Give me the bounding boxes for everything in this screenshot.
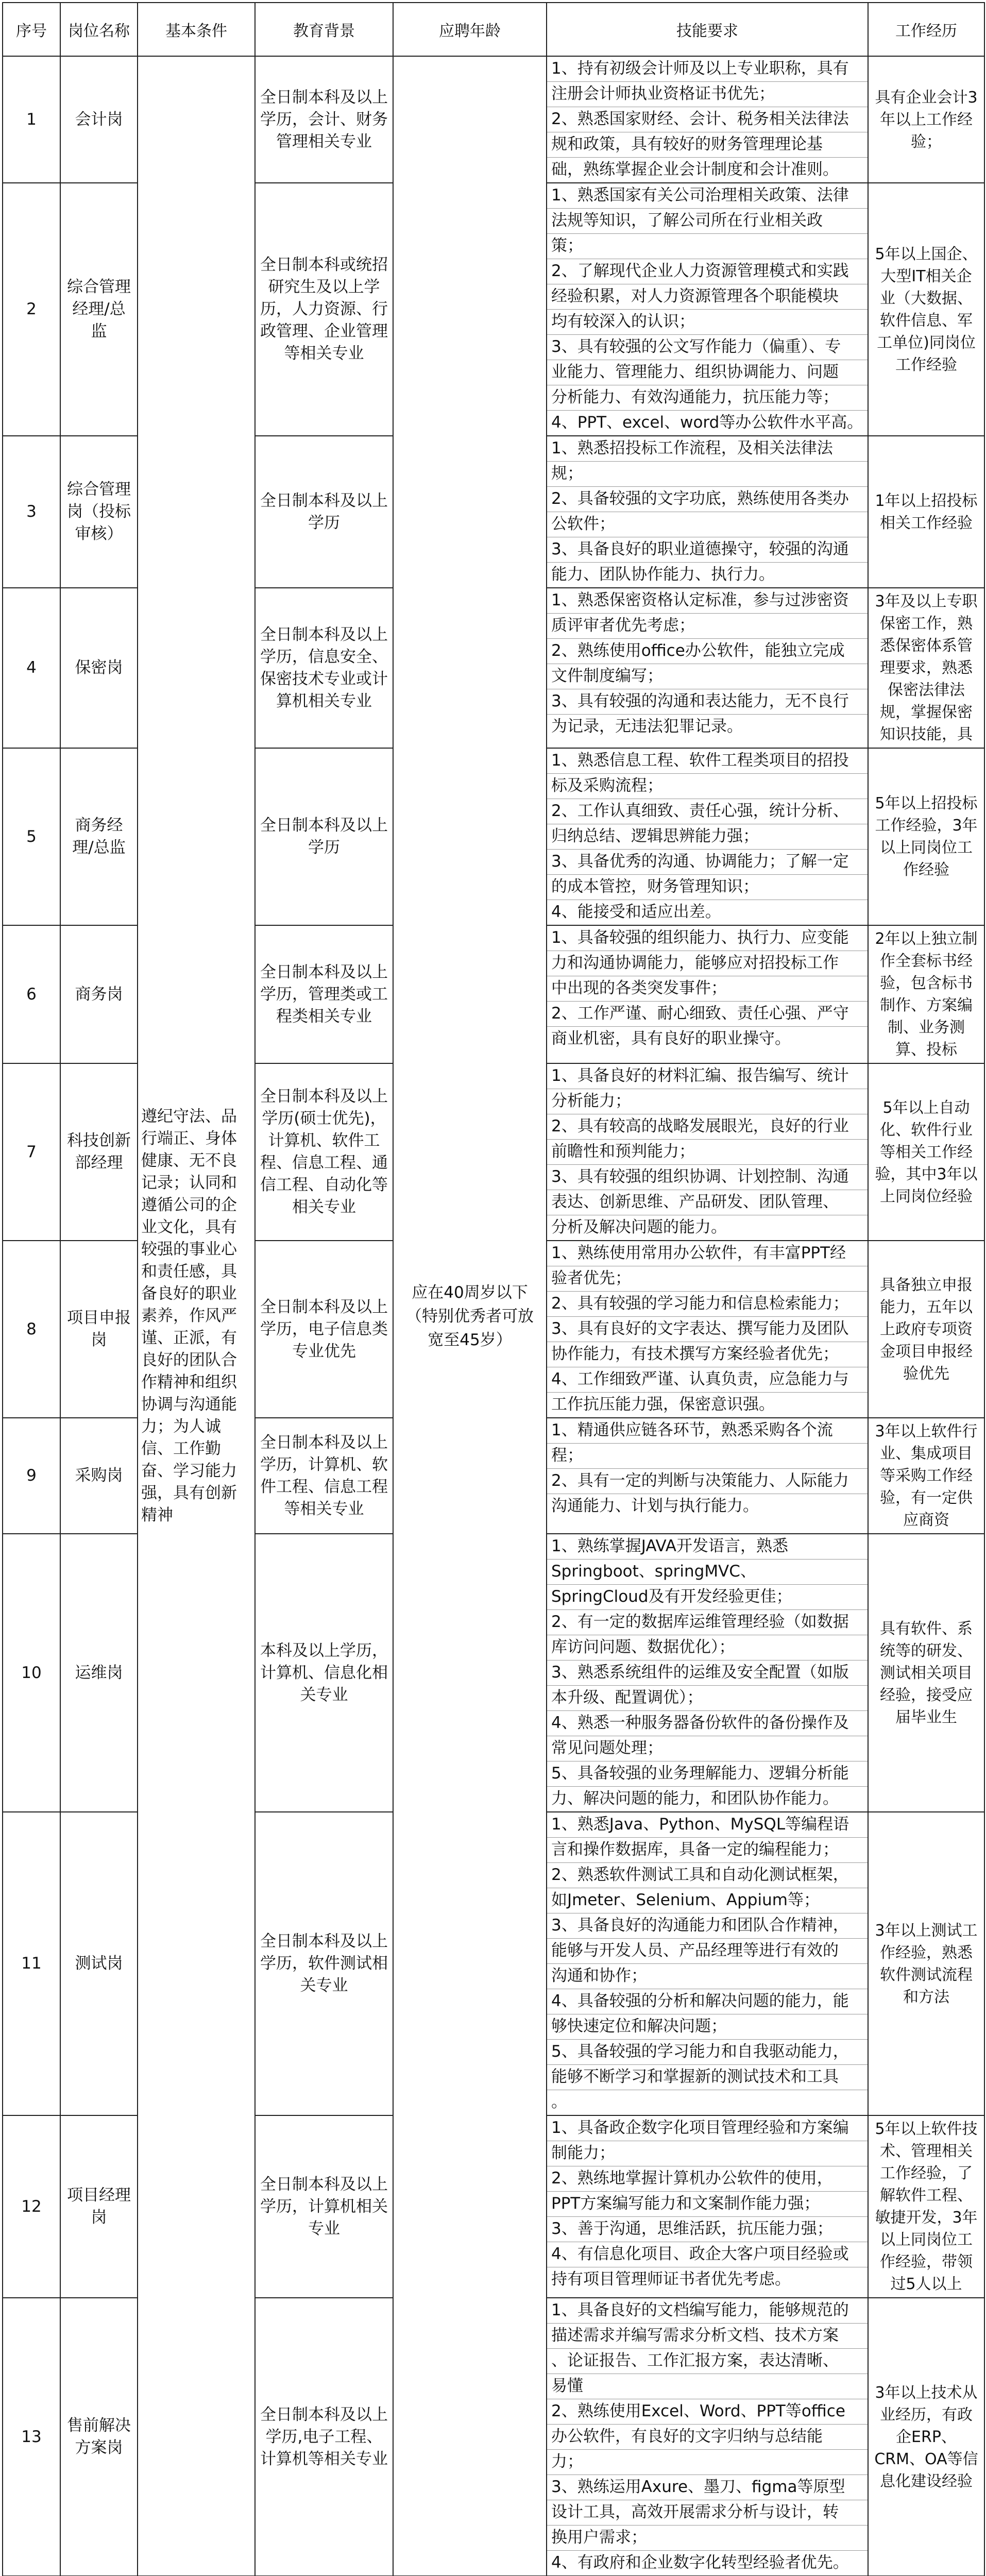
skill-line: 2、具有较高的战略发展眼光，良好的行业	[547, 1114, 868, 1140]
skill-line: 归纳总结、逻辑思辨能力强；	[547, 824, 868, 850]
skill-line: 描述需求并编写需求分析文档、技术方案	[547, 2324, 868, 2349]
skill-line: 2、工作认真细致、责任心强，统计分析、	[547, 799, 868, 824]
skill-line: 2、了解现代企业人力资源管理模式和实践	[547, 259, 868, 284]
education-background: 本科及以上学历，计算机、信息化相关专业	[255, 1534, 393, 1812]
row-number: 10	[3, 1534, 60, 1812]
skill-line: 法规等知识，了解公司所在行业相关政	[547, 209, 868, 234]
skill-line: SpringCloud及有开发经验更佳；	[547, 1585, 868, 1610]
education-background: 全日制本科及以上学历，软件测试相关专业	[255, 1812, 393, 2115]
skill-line: 3、善于沟通，思维活跃，抗压能力强；	[547, 2217, 868, 2242]
skill-line: 分析能力；	[547, 1089, 868, 1114]
recruitment-table	[2, 2, 985, 2576]
work-experience: 3年以上测试工作经验，熟悉软件测试流程和方法	[868, 1812, 984, 2115]
skill-line: 1、精通供应链各环节，熟悉采购各个流	[547, 1418, 868, 1444]
skill-line: 4、能接受和适应出差。	[551, 903, 721, 921]
skill-line: 文件制度编写；	[547, 664, 868, 689]
work-experience: 5年以上招投标工作经验，3年以上同岗位工作经验	[868, 748, 984, 925]
skill-line: 1、熟练掌握JAVA开发语言，熟悉	[547, 1534, 868, 1560]
row-number: 2	[3, 183, 60, 436]
row-number: 4	[3, 588, 60, 748]
row-number: 3	[3, 436, 60, 588]
skill-line: 4、PPT、excel、word等办公软件水平高。	[551, 413, 863, 432]
skill-line: 5、具备较强的学习能力和自我驱动能力，	[547, 2040, 868, 2065]
skill-line: 1、熟悉保密资格认定标准，参与过涉密资	[547, 588, 868, 614]
skill-line: 3、熟悉系统组件的运维及安全配置（如版	[547, 1660, 868, 1686]
work-experience: 3年以上技术从业经历，有政企ERP、CRM、OA等信息化建设经验	[868, 2298, 984, 2576]
position-name: 科技创新部经理	[60, 1063, 138, 1241]
header-education: 教育背景	[255, 3, 393, 56]
skill-requirements	[547, 436, 868, 588]
row-number: 7	[3, 1063, 60, 1241]
skill-line: 力和沟通协调能力，能够应对招投标工作	[547, 951, 868, 976]
skill-line: 2、熟练地掌握计算机办公软件的使用，	[547, 2166, 868, 2192]
skill-line: 力、解决问题的能力，和团队协作能力。	[551, 1789, 839, 1808]
position-name: 保密岗	[60, 588, 138, 748]
skill-line: 分析能力、有效沟通能力，抗压能力等；	[547, 385, 868, 411]
skill-line: 办公软件，有良好的文字归纳与总结能	[547, 2425, 868, 2450]
skill-line: 3、具备优秀的沟通、协调能力；了解一定	[547, 850, 868, 875]
work-experience: 2年以上独立制作全套标书经验，包含标书制作、方案编制、业务测算、投标	[868, 925, 984, 1063]
skill-line: 力；	[547, 2450, 868, 2475]
skill-line: 。	[551, 2093, 567, 2111]
skill-line: 前瞻性和预判能力；	[547, 1140, 868, 1165]
position-name: 采购岗	[60, 1418, 138, 1534]
skill-line: 能够不断学习和掌握新的测试技术和工具	[547, 2065, 868, 2090]
education-background: 全日制本科或统招研究生及以上学历，人力资源、行政管理、企业管理等相关专业	[255, 183, 393, 436]
work-experience: 3年及以上专职保密工作，熟悉保密体系管理要求，熟悉保密法律法规，掌握保密知识技能，具	[868, 588, 984, 748]
skill-line: 1、熟悉招投标工作流程，及相关法律法	[547, 436, 868, 462]
skill-line: 能力、团队协作能力、执行力。	[551, 565, 775, 584]
skill-line: 持有项目管理师证书者优先考虑。	[551, 2270, 791, 2289]
skill-requirements	[547, 1063, 868, 1241]
skill-line: 协作能力，有技术撰写方案经验者优先；	[547, 1342, 868, 1367]
skill-line: 3、具备良好的沟通能力和团队合作精神，	[547, 1913, 868, 1939]
skill-line: 注册会计师执业资格证书优先；	[547, 82, 868, 107]
skill-line: 业能力、管理能力、组织协调能力、问题	[547, 360, 868, 385]
header-row	[3, 3, 984, 56]
skill-line: 3、具有较强的公文写作能力（偏重）、专	[547, 335, 868, 360]
skill-line: 、论证报告、工作汇报方案，表达清晰、	[547, 2349, 868, 2374]
skill-line: 常见问题处理；	[547, 1736, 868, 1761]
skill-requirements	[547, 925, 868, 1063]
position-name: 会计岗	[60, 56, 138, 183]
work-experience: 5年以上软件技术、管理相关工作经验，了解软件工程、敏捷开发，3年以上同岗位工作经验，带领过5人以上	[868, 2115, 984, 2298]
skill-line: 2、熟练使用Excel、Word、PPT等office	[547, 2399, 868, 2425]
skill-line: 2、工作严谨、耐心细致、责任心强、严守	[547, 1002, 868, 1027]
skill-line: 1、具备较强的组织能力、执行力、应变能	[547, 926, 868, 951]
skill-line: 2、具有一定的判断与决策能力、人际能力	[547, 1469, 868, 1494]
row-number: 9	[3, 1418, 60, 1534]
education-background: 全日制本科及以上学历，信息安全、保密技术专业或计算机相关专业	[255, 588, 393, 748]
skill-line: 2、有一定的数据库运维管理经验（如数据	[547, 1610, 868, 1635]
skill-line: 易懂	[547, 2374, 868, 2399]
skill-line: 1、熟悉Java、Python、MySQL等编程语	[547, 1812, 868, 1838]
row-number: 6	[3, 925, 60, 1063]
skill-line: 表达、创新思维、产品研发、团队管理、	[547, 1190, 868, 1215]
work-experience: 3年以上软件行业、集成项目等采购工作经验，有一定供应商资	[868, 1418, 984, 1534]
skill-line: 3、熟练运用Axure、墨刀、figma等原型	[547, 2475, 868, 2500]
row-number: 13	[3, 2298, 60, 2576]
skill-line: 中出现的各类突发事件；	[547, 976, 868, 1002]
skill-line: 1、熟悉国家有关公司治理相关政策、法律	[547, 183, 868, 209]
work-experience: 1年以上招投标相关工作经验	[868, 436, 984, 588]
skill-line: 够快速定位和解决问题；	[547, 2014, 868, 2040]
skill-line: 如Jmeter、Selenium、Appium等；	[547, 1888, 868, 1913]
work-experience: 具备独立申报能力，五年以上政府专项资金项目申报经验优先	[868, 1241, 984, 1418]
row-number: 11	[3, 1812, 60, 2115]
position-name: 商务经理/总监	[60, 748, 138, 925]
position-name: 综合管理经理/总监	[60, 183, 138, 436]
education-background: 全日制本科及以上学历(硕士优先)，计算机、软件工程、信息工程、通信工程、自动化等相关专业	[255, 1063, 393, 1241]
skill-line: 商业机密，具有良好的职业操守。	[551, 1029, 791, 1048]
education-background: 全日制本科及以上学历，计算机相关专业	[255, 2115, 393, 2298]
skill-line: 3、具有较强的组织协调、计划控制、沟通	[547, 1165, 868, 1190]
skill-line: 均有较深入的认识；	[547, 310, 868, 335]
skill-line: 2、熟悉软件测试工具和自动化测试框架，	[547, 1863, 868, 1888]
work-experience: 具有企业会计3年以上工作经验；	[868, 56, 984, 183]
education-background: 全日制本科及以上学历,电子工程、计算机等相关专业	[255, 2298, 393, 2576]
education-background: 全日制本科及以上学历，计算机、软件工程、信息工程等相关专业	[255, 1418, 393, 1534]
skill-line: PPT方案编写能力和文案制作能力强；	[547, 2192, 868, 2217]
skill-requirements	[547, 183, 868, 436]
skill-line: 4、熟悉一种服务器备份软件的备份操作及	[547, 1711, 868, 1736]
work-experience: 具有软件、系统等的研发、测试相关项目经验，接受应届毕业生	[868, 1534, 984, 1812]
skill-line: 3、具有良好的文字表达、撰写能力及团队	[547, 1317, 868, 1342]
position-name: 商务岗	[60, 925, 138, 1063]
skill-line: 质评审者优先考虑；	[547, 614, 868, 639]
skill-requirements	[547, 1812, 868, 2115]
row-number: 12	[3, 2115, 60, 2298]
skill-line: 程；	[547, 1444, 868, 1469]
education-background: 全日制本科及以上学历，管理类或工程类相关专业	[255, 925, 393, 1063]
skill-line: 标及采购流程；	[547, 774, 868, 799]
skill-line: 策；	[547, 234, 868, 259]
position-name: 运维岗	[60, 1534, 138, 1812]
skill-requirements	[547, 2298, 868, 2576]
skill-line: 库访问问题、数据优化）；	[547, 1635, 868, 1660]
skill-line: 本升级、配置调优）；	[547, 1686, 868, 1711]
skill-line: 2、熟悉国家财经、会计、税务相关法律法	[547, 107, 868, 132]
education-background: 全日制本科及以上学历	[255, 748, 393, 925]
education-background: 全日制本科及以上学历	[255, 436, 393, 588]
skill-requirements	[547, 1418, 868, 1534]
skill-line: 为记录，无违法犯罪记录。	[551, 717, 743, 736]
position-name: 项目申报岗	[60, 1241, 138, 1418]
header-basic-conditions: 基本条件	[138, 3, 255, 56]
skill-line: 分析及解决问题的能力。	[551, 1218, 727, 1236]
skill-line: 1、具备政企数字化项目管理经验和方案编	[547, 2116, 868, 2141]
header-experience: 工作经历	[868, 3, 984, 56]
skill-line: 沟通能力、计划与执行能力。	[551, 1497, 759, 1515]
header-no: 序号	[3, 3, 60, 56]
skill-line: 础，熟练掌握企业会计制度和会计准则。	[551, 160, 839, 179]
skill-line: 沟通和协作；	[547, 1964, 868, 1989]
skill-line: 4、工作细致严谨、认真负责，应急能力与	[547, 1367, 868, 1393]
skill-line: 1、熟悉信息工程、软件工程类项目的招投	[547, 749, 868, 774]
work-experience: 5年以上自动化、软件行业等相关工作经验，其中3年以上同岗位经验	[868, 1063, 984, 1241]
position-name: 项目经理岗	[60, 2115, 138, 2298]
skill-requirements	[547, 588, 868, 748]
skill-line: 2、熟练使用office办公软件，能独立完成	[547, 639, 868, 664]
work-experience: 5年以上国企、大型IT相关企业（大数据、软件信息、军工单位)同岗位工作经验	[868, 183, 984, 436]
position-name: 售前解决方案岗	[60, 2298, 138, 2576]
education-background: 全日制本科及以上学历，电子信息类专业优先	[255, 1241, 393, 1418]
skill-line: 验者优先；	[547, 1266, 868, 1292]
skill-requirements	[547, 56, 868, 183]
skill-line: 3、具备良好的职业道德操守，较强的沟通	[547, 537, 868, 563]
skill-line: 工作抗压能力强，保密意识强。	[551, 1395, 775, 1414]
skill-line: 规和政策，具有较好的财务管理理论基	[547, 132, 868, 158]
header-position: 岗位名称	[60, 3, 138, 56]
skill-line: 1、持有初级会计师及以上专业职称，具有	[547, 57, 868, 82]
skill-line: 2、具备较强的文字功底，熟练使用各类办	[547, 487, 868, 512]
position-name: 测试岗	[60, 1812, 138, 2115]
row-number: 8	[3, 1241, 60, 1418]
skill-line: 设计工具，高效开展需求分析与设计，转	[547, 2500, 868, 2526]
skill-line: 公软件；	[547, 512, 868, 537]
skill-line: 4、具备较强的分析和解决问题的能力，能	[547, 1989, 868, 2014]
skill-line: 4、有政府和企业数字化转型经验者优先。	[551, 2553, 849, 2572]
skill-line: 规；	[547, 462, 868, 487]
table-row	[3, 56, 984, 183]
skill-requirements	[547, 1241, 868, 1418]
skill-line: 经验积累，对人力资源管理各个职能模块	[547, 284, 868, 310]
skill-line: 2、具有较强的学习能力和信息检索能力；	[547, 1292, 868, 1317]
skill-line: 4、有信息化项目、政企大客户项目经验或	[547, 2242, 868, 2267]
skill-line: Springboot、springMVC、	[547, 1560, 868, 1585]
basic-conditions: 遵纪守法、品行端正、身体健康、无不良记录；认同和遵循公司的企业文化，具有较强的事业心和责任感，具备良好的职业素养，作风严谨、正派，有良好的团队合作精神和组织协调与沟通能力；为人诚信、工作勤奋、学习能力强，具有创新精神	[138, 56, 255, 2576]
skill-line: 1、具备良好的材料汇编、报告编写、统计	[547, 1064, 868, 1089]
skill-line: 5、具备较强的业务理解能力、逻辑分析能	[547, 1761, 868, 1787]
age-requirement: 应在40周岁以下（特别优秀者可放宽至45岁）	[393, 56, 547, 2576]
skill-line: 能够与开发人员、产品经理等进行有效的	[547, 1939, 868, 1964]
position-name: 综合管理岗（投标审核）	[60, 436, 138, 588]
skill-line: 换用户需求；	[547, 2526, 868, 2551]
education-background: 全日制本科及以上学历，会计、财务管理相关专业	[255, 56, 393, 183]
row-number: 1	[3, 56, 60, 183]
skill-line: 3、具有较强的沟通和表达能力，无不良行	[547, 689, 868, 715]
skill-requirements	[547, 2115, 868, 2298]
row-number: 5	[3, 748, 60, 925]
skill-line: 制能力；	[547, 2141, 868, 2166]
skill-line: 1、熟练使用常用办公软件，有丰富PPT经	[547, 1241, 868, 1266]
skill-line: 1、具备良好的文档编写能力，能够规范的	[547, 2298, 868, 2324]
skill-line: 言和操作数据库，具备一定的编程能力；	[547, 1838, 868, 1863]
skill-line: 的成本管控，财务管理知识；	[547, 875, 868, 900]
skill-requirements	[547, 1534, 868, 1812]
header-skills: 技能要求	[547, 3, 868, 56]
skill-requirements	[547, 748, 868, 925]
header-age: 应聘年龄	[393, 3, 547, 56]
